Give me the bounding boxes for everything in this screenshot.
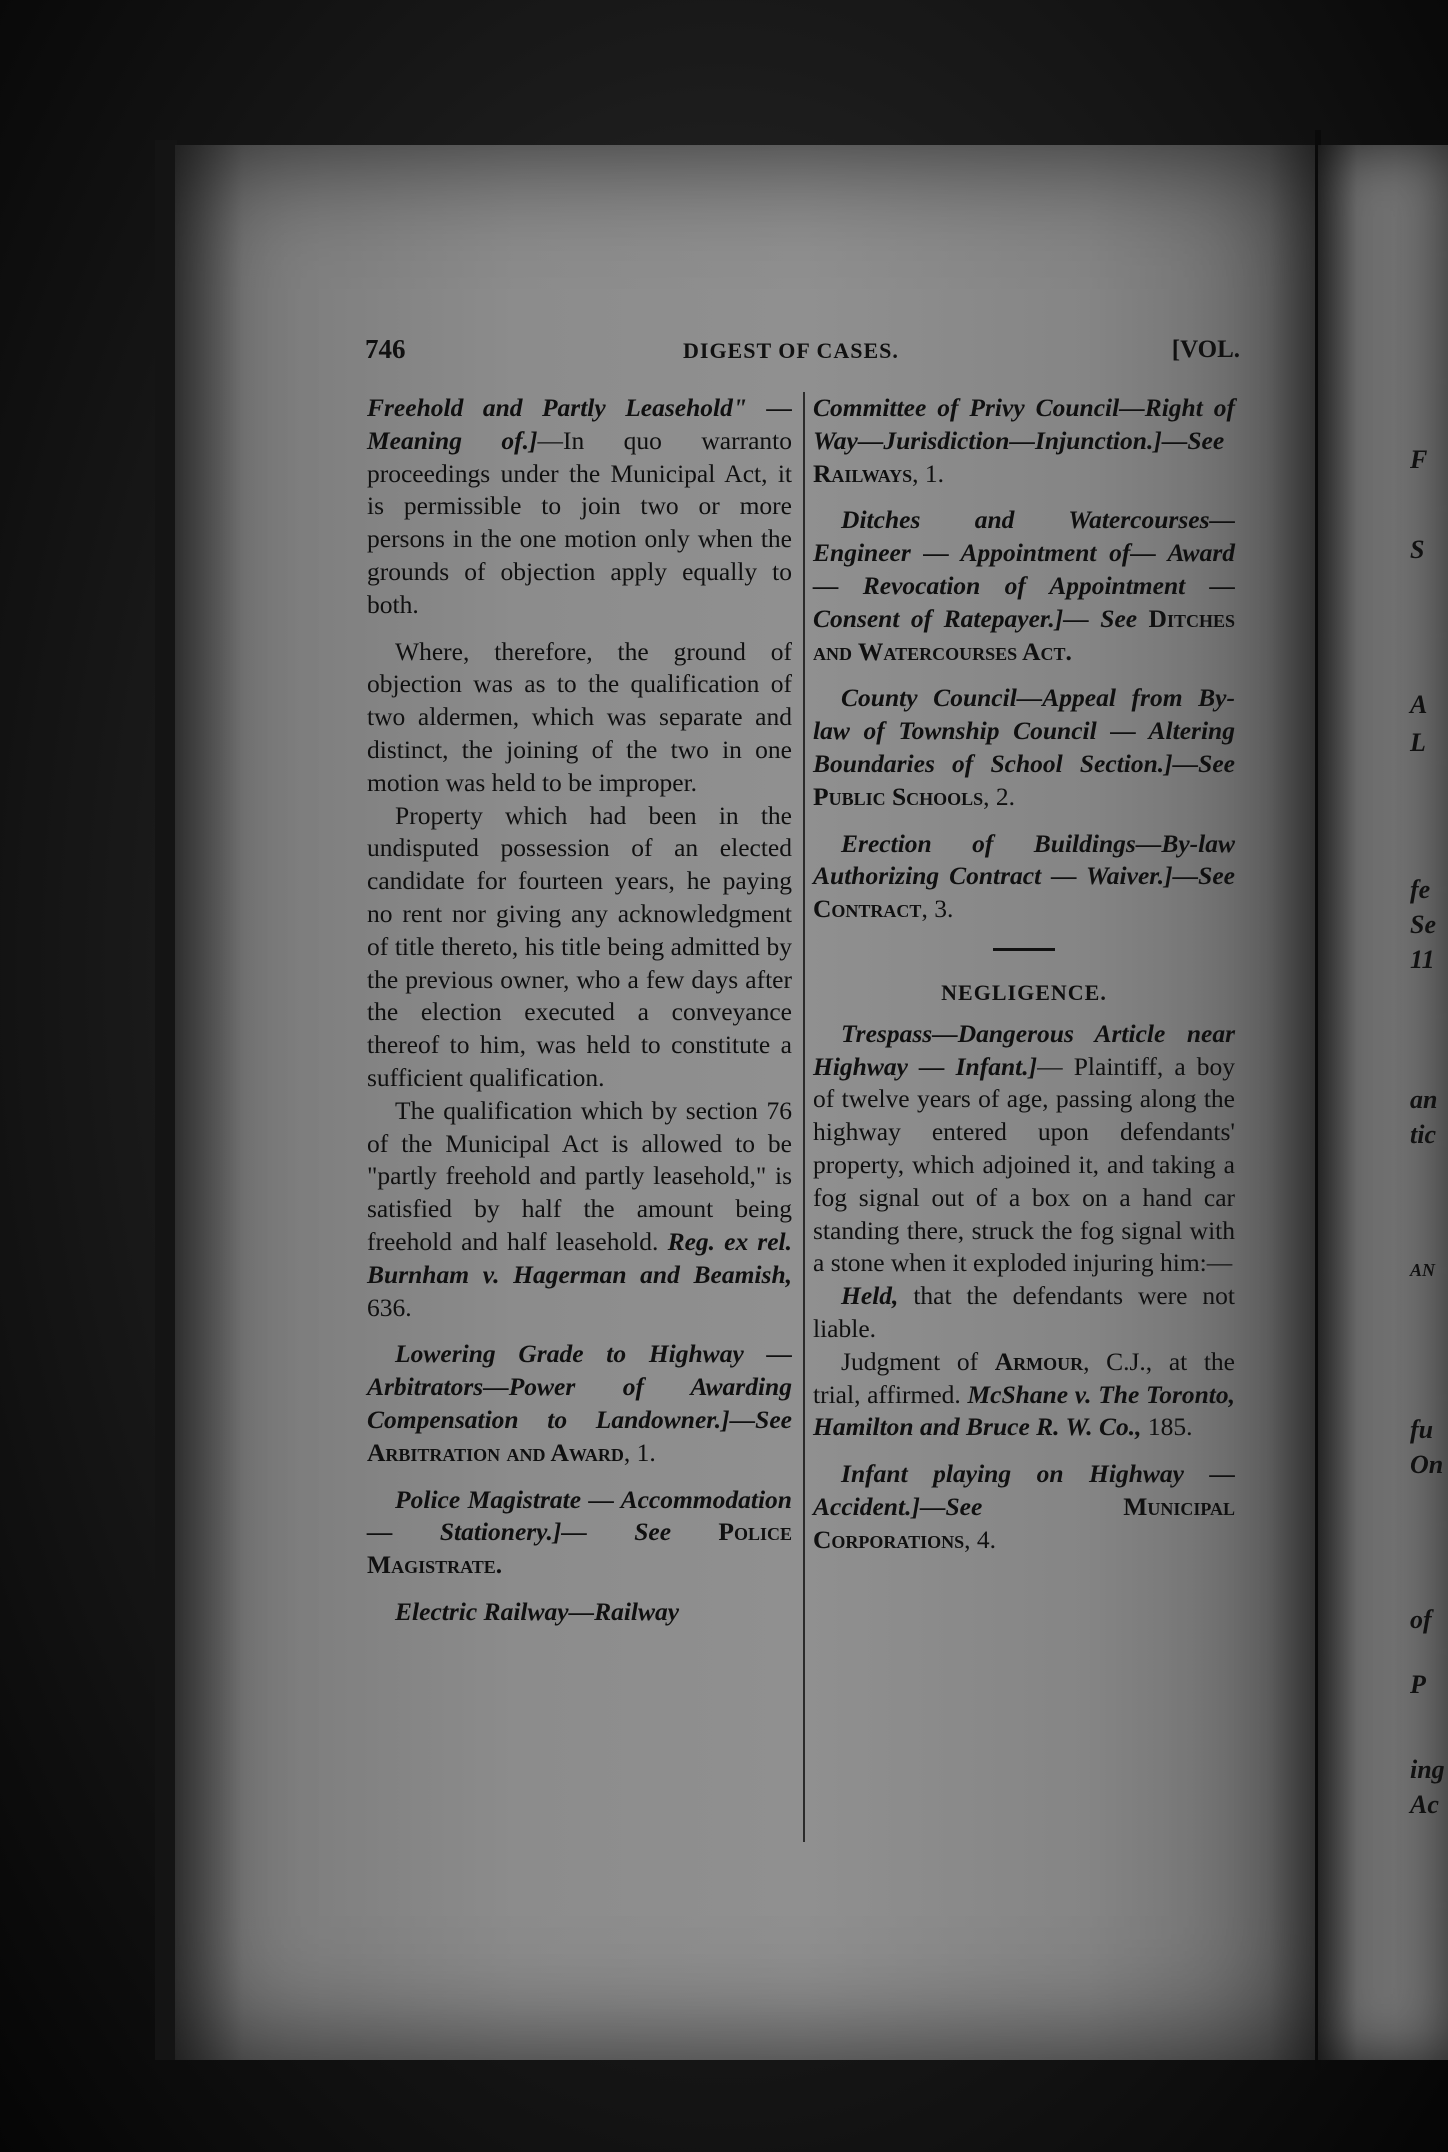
digest-entry (367, 1338, 792, 1469)
cross-reference: Ditches and Watercourses Act. (813, 603, 1235, 666)
entry-text: that the defendants were not liable. (813, 1281, 1235, 1343)
entry-text: , C.J., at the trial, affirmed. (813, 1346, 1235, 1409)
judge-name: Armour (994, 1346, 1084, 1376)
entry-paragraph (813, 1280, 1235, 1346)
see-label: —See (729, 1404, 792, 1434)
left-column (367, 392, 792, 1643)
text-fragment: L (1410, 728, 1426, 757)
cross-reference: Public Schools (813, 781, 984, 811)
cross-reference: Municipal Corporations (813, 1491, 1235, 1554)
digest-entry (813, 1018, 1235, 1280)
digest-entry (367, 1596, 792, 1629)
cross-reference: Railways (813, 458, 913, 488)
reference-number: , 1. (623, 1437, 656, 1467)
text-fragment: fe (1410, 875, 1431, 904)
entry-text: Judgment of (841, 1346, 979, 1376)
cross-reference: Contract (813, 894, 922, 924)
digest-entry (813, 828, 1235, 926)
text-fragment: fu (1410, 1415, 1434, 1444)
text-fragment: On (1410, 1450, 1444, 1479)
see-label: —See (919, 1491, 983, 1521)
digest-entry (813, 682, 1235, 813)
see-label: —See (1172, 748, 1235, 778)
entry-heading: Freehold and Partly Leasehold" —Meaning of.] (367, 393, 792, 455)
entry-heading: County Council—Appeal from By-law of Township Council — Altering Boundaries of School Section.] (813, 683, 1235, 778)
digest-entry (813, 1458, 1235, 1556)
text-fragment: Se (1410, 910, 1436, 939)
text-fragment: S (1410, 535, 1425, 564)
entry-heading: Ditches and Watercourses—Engineer — Appointment of— Award — Revocation of Appointment — Consent of Ratepayer.] (813, 505, 1235, 633)
digest-entry (367, 1484, 792, 1582)
digest-entry (813, 504, 1235, 668)
entry-text: — Plaintiff, a boy of twelve years of age, passing along the highway entered upon defendants' property, which adjoined it, and taking a fog signal out of a box on a hand car standing there, struck the fog signal with a stone when it exploded injuring him:— (813, 1051, 1235, 1278)
text-fragment: AN (1410, 1260, 1436, 1280)
text-fragment: 11 (1410, 945, 1435, 974)
text-fragment: Ac (1410, 1790, 1439, 1819)
reference-number: , 1. (912, 458, 945, 488)
cross-reference: Arbitration and Award (367, 1437, 624, 1467)
case-citation: Reg. ex rel. Burnham v. Hagerman and Beamish, (367, 1226, 793, 1289)
see-label: — See (561, 1517, 672, 1547)
text-fragment: an (1410, 1085, 1438, 1114)
entry-heading: Infant playing on Highway —Accident.] (813, 1459, 1235, 1521)
entry-text: The qualification which by section 76 of the Municipal Act is allowed to be "partly freehold and partly leasehold," is satisfied by half the amount being freehold and half leasehold. (367, 1095, 792, 1256)
entry-heading: Electric Railway—Railway (395, 1596, 680, 1626)
entry-heading: Erection of Buildings—By-law Authorizing Contract — Waiver.] (813, 828, 1235, 891)
text-fragment: P (1410, 1670, 1426, 1699)
entry-text: —In quo warranto proceedings under the Municipal Act, it is permissible to join two or more persons in the one motion only when the grounds of objection apply equally to both. (367, 425, 792, 619)
see-label: — See (1063, 603, 1138, 633)
section-rule (993, 948, 1055, 951)
reference-number: , 3. (921, 894, 954, 924)
see-label: —See (1172, 861, 1235, 891)
entry-heading: Committee of Privy Council—Right of Way—Jurisdiction—Injunction.] (813, 393, 1235, 455)
held-label: Held, (841, 1281, 899, 1311)
reference-number: , 2. (983, 781, 1016, 811)
see-label: —See (1161, 425, 1225, 455)
volume-mark: [VOL. (1171, 336, 1240, 363)
book-edge (155, 140, 177, 2060)
text-fragment: tic (1410, 1120, 1436, 1149)
page-reference: 185. (1147, 1412, 1193, 1442)
section-heading: NEGLIGENCE. (941, 979, 1107, 1005)
page-reference: 636. (367, 1292, 412, 1322)
text-fragment: A (1410, 690, 1428, 719)
entry-paragraph (813, 1346, 1235, 1444)
column-divider (803, 392, 805, 1842)
entry-heading: Trespass—Dangerous Article near Highway — Infant.] (813, 1018, 1235, 1081)
digest-entry (367, 392, 792, 622)
digest-entry-continued (813, 392, 1235, 490)
page-header (365, 334, 1240, 374)
text-fragment: of (1410, 1605, 1432, 1634)
entry-heading: Police Magistrate — Accommodation — Stationery.] (367, 1484, 792, 1547)
text-fragment: F (1410, 445, 1428, 474)
running-title: DIGEST OF CASES. (683, 338, 899, 363)
cross-reference: Police Magistrate. (367, 1517, 792, 1580)
right-column (813, 392, 1235, 1571)
case-citation: McShane v. The Toronto, Hamilton and Bruce R. W. Co., (813, 1379, 1236, 1442)
entry-heading: Lowering Grade to Highway —Arbitrators—Power of Awarding Compensation to Landowner.] (367, 1339, 792, 1434)
entry-paragraph (367, 1095, 792, 1325)
text-fragment: ing (1410, 1755, 1445, 1784)
entry-paragraph: Where, therefore, the ground of objection was as to the qualification of two aldermen, which was separate and distinct, the joining of the two in one motion was held to be improper. (367, 636, 792, 797)
entry-paragraph: Property which had been in the undisputed possession of an elected candidate for fourteen years, he paying no rent nor giving any acknowledgment of title thereto, his title being admitted by the previous owner, who a few days after the election executed a conveyance thereof to him, was held to constitute a sufficient qualification. (367, 800, 792, 1092)
page-number: 746 (365, 334, 406, 364)
reference-number: , 4. (964, 1524, 996, 1554)
